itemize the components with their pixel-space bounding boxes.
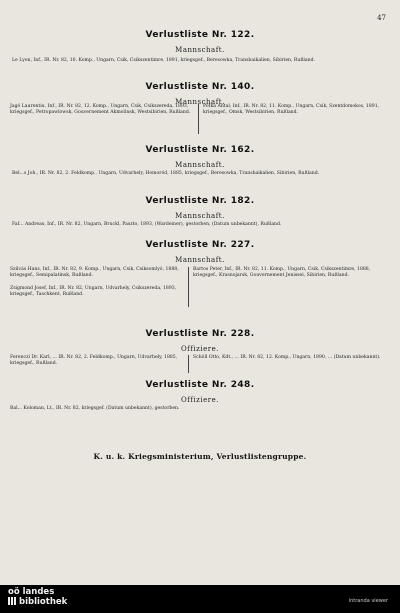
- section-verlustliste-162: [0, 145, 400, 176]
- section-title: Verlustliste Nr. 248.: [145, 380, 255, 390]
- section-verlustliste-228: [0, 329, 400, 367]
- list-entry: Bartos Peter, Inf., IR. Nr. 82, 11. Komp., Ungarn, Csik, Csikszentimre, 1888, kriegsgef., Krasnojarsk, Gouvernement Jenissei, Sibirien, Rußland.: [193, 267, 371, 279]
- section-verlustliste-248: [0, 380, 400, 411]
- viewer-credit: intranda viewer: [348, 598, 388, 604]
- library-logo[interactable]: [8, 588, 67, 606]
- list-entry: Schöll Otto, Kdt., ... IR. Nr. 82, 12. Komp., Ungarn, 1890, ... (Datum unbekannt).: [193, 355, 381, 360]
- section-title: Verlustliste Nr. 162.: [145, 145, 255, 155]
- section-subtitle: Mannschaft.: [175, 161, 225, 169]
- section-verlustliste-182: [0, 196, 400, 227]
- section-verlustliste-227: [0, 240, 400, 298]
- section-title: Verlustliste Nr. 122.: [145, 30, 255, 40]
- library-bars-icon: [8, 597, 16, 605]
- section-subtitle: Offiziere.: [181, 345, 219, 353]
- logo-line-bottom: bibliothek: [19, 596, 68, 607]
- list-entry: Le Lyon, Inf., IR. Nr. 82, 10. Komp., Ungarn, Csik, Csikszentimre, 1891, kriegsgef., Beresowka, Transbaikalien, Sibirien, Rußland.: [12, 58, 315, 63]
- list-entry: Zsigmond Josef, Inf., IR. Nr. 82, Ungarn, Udvarhely, Csikszereda, 1893, kriegsgef., Taschkent, Rußland.: [10, 286, 177, 298]
- section-verlustliste-122: [0, 30, 400, 63]
- page-number: 47: [377, 14, 386, 22]
- list-entry: Jagó Laurentiu, Inf., IR. Nr. 82, 12. Komp., Ungarn, Csik, Csikszereda, 1893, kriegsgef., Petropawlowsk, Gouvernement Akmolinsk, Westsibirien, Rußland.: [10, 104, 191, 116]
- section-title: Verlustliste Nr. 228.: [145, 329, 255, 339]
- section-subtitle: Mannschaft.: [175, 46, 225, 54]
- logo-line-top: oö landes: [8, 587, 55, 597]
- section-verlustliste-140: [0, 82, 400, 116]
- list-entry: Faf... Andreas, Inf., IR. Nr. 82, Ungarn, Bruckl, Paszto, 1893, (Wardeiner), gestorben, (Datum unbekannt), Rußland.: [12, 222, 282, 227]
- list-entry: Potka Antal, Inf., IR. Nr. 82, 11. Komp., Ungarn, Csik, Szentdomokos, 1891, kriegsgef., Omsk, Westsibirien, Rußland.: [203, 104, 380, 116]
- column-divider: [188, 355, 189, 373]
- section-subtitle: Mannschaft.: [175, 212, 225, 220]
- section-title: Verlustliste Nr. 140.: [145, 82, 255, 92]
- ministry-signature-line: K. u. k. Kriegsministerium, Verlustlistengruppe.: [93, 452, 307, 461]
- column-divider: [198, 104, 199, 134]
- list-entry: Bal... Koloman, Lt., IR. Nr. 82, kriegsgef. (Datum unbekannt), gestorben.: [10, 406, 180, 411]
- list-entry: Bel...s Joh., IR. Nr. 82, 2. Feldkomp., Ungarn, Udvarhely, Homoród, 1885, kriegsgef., Beresowka, Transbaikalien, Sibirien, Rußland.: [12, 171, 320, 176]
- list-entry: Szilvás Hans, Inf., IR. Nr. 82, 9. Komp., Ungarn, Csik, Csiksomlyó, 1888, kriegsgef., Semipalatinsk, Rußland.: [10, 267, 179, 279]
- column-divider: [188, 267, 189, 307]
- section-subtitle: Offiziere.: [181, 396, 219, 404]
- section-title: Verlustliste Nr. 182.: [145, 196, 255, 206]
- viewer-footer: [0, 585, 400, 613]
- section-subtitle: Mannschaft.: [175, 256, 225, 264]
- section-title: Verlustliste Nr. 227.: [145, 240, 255, 250]
- list-entry: Ferenczi Dr. Karl, ... IR. Nr. 82, 2. Feldkomp., Ungarn, Udvarhely, 1885, kriegsgef., Rußland.: [10, 355, 178, 367]
- section-subtitle: Mannschaft.: [175, 98, 225, 106]
